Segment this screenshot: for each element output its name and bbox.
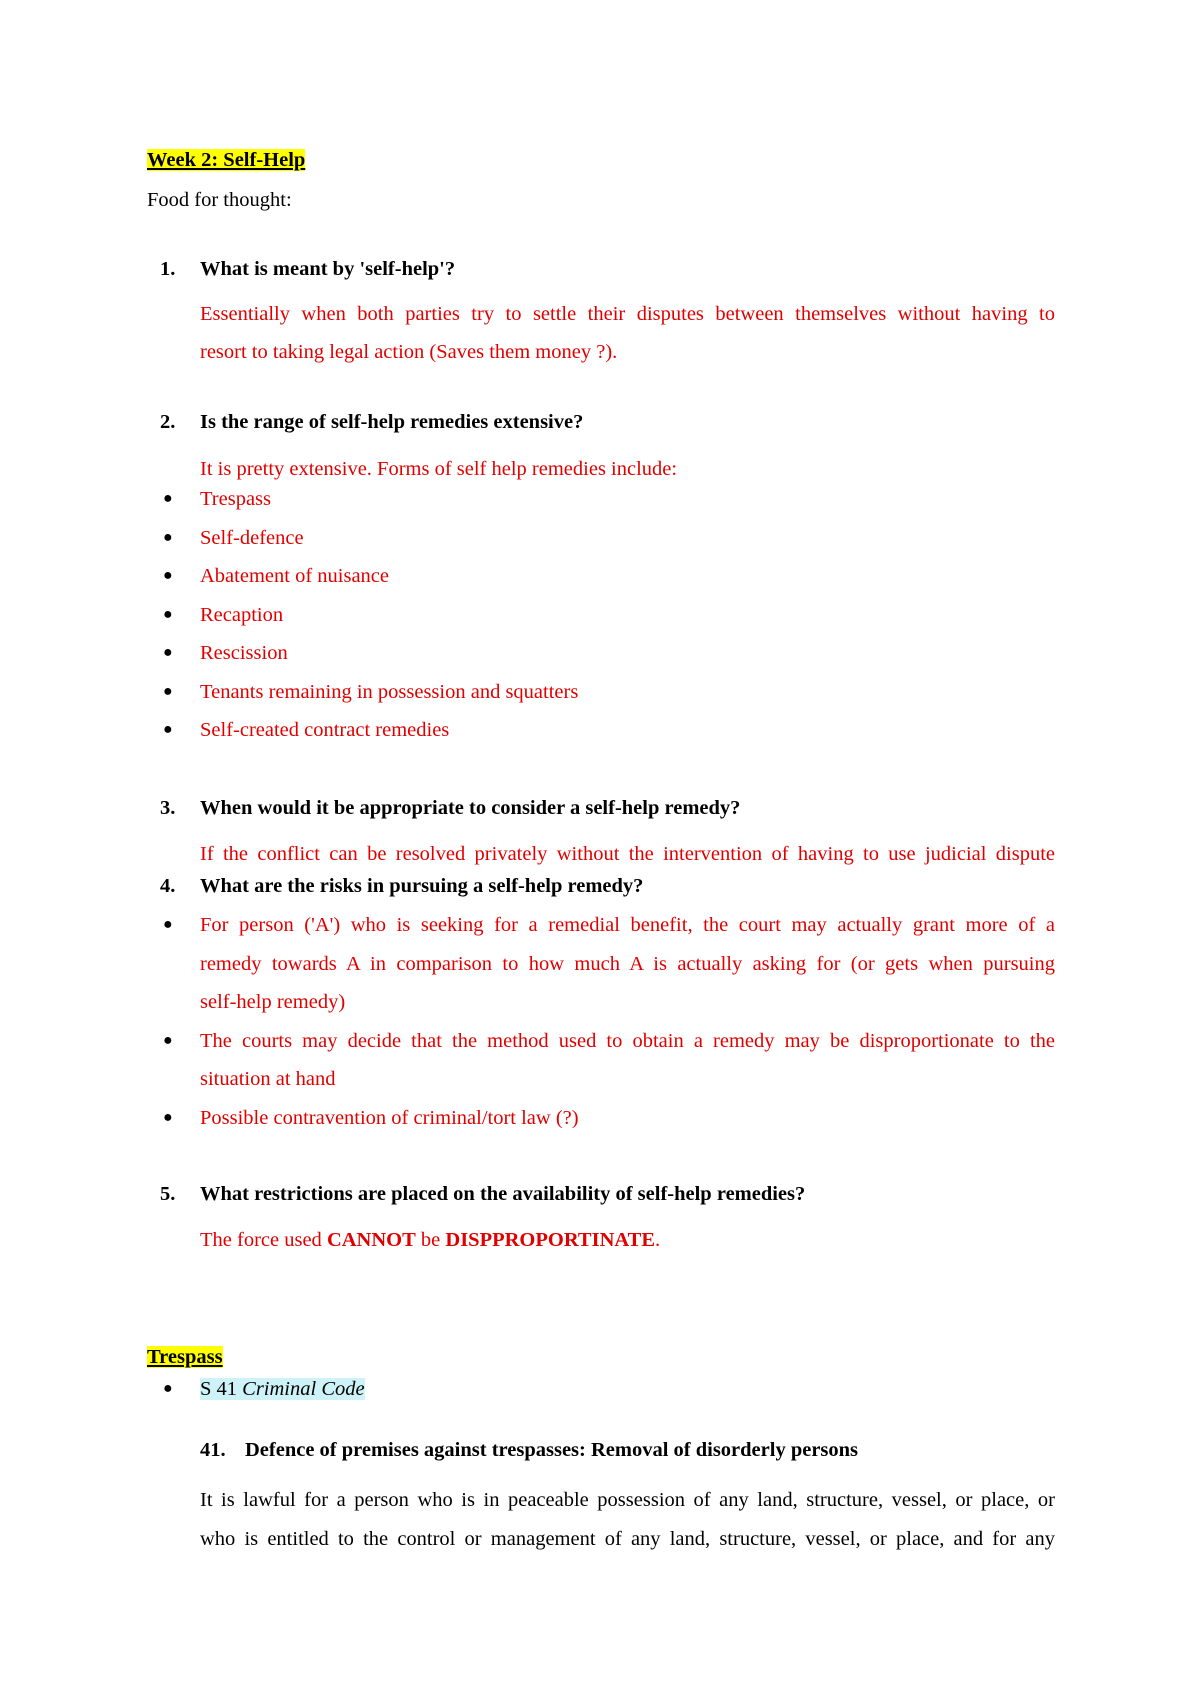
list-item: Trespass: [200, 488, 272, 510]
q4-question: What are the risks in pursuing a self-help remedy?: [200, 875, 644, 897]
section-body-line1: It is lawful for a person who is in peaceable possession of any land, structure, vessel, or place, or: [200, 1489, 1055, 1511]
bullet-marker: ●: [163, 1380, 173, 1397]
bullet-marker: ●: [163, 683, 173, 700]
q1-number: 1.: [160, 258, 176, 280]
bullet-marker: ●: [163, 1109, 173, 1126]
q1-question: What is meant by 'self-help'?: [200, 258, 456, 280]
intro-text: Food for thought:: [147, 189, 292, 211]
statute-act-name: Criminal Code: [242, 1378, 365, 1400]
q5-question: What restrictions are placed on the availability of self-help remedies?: [200, 1183, 806, 1205]
bullet-marker: ●: [163, 567, 173, 584]
title-highlight: Week 2: Self-Help: [147, 149, 306, 171]
trespass-heading: [147, 1345, 223, 1369]
q4-bullet1-line1: For person ('A') who is seeking for a remedial benefit, the court may actually grant more of a: [200, 914, 1055, 936]
section-number: 41.: [200, 1439, 226, 1461]
list-item: Rescission: [200, 642, 288, 664]
bullet-marker: ●: [163, 916, 173, 933]
bullet-marker: ●: [163, 721, 173, 738]
q5-number: 5.: [160, 1183, 176, 1205]
q2-question: Is the range of self-help remedies extensive?: [200, 411, 584, 433]
list-item: Tenants remaining in possession and squatters: [200, 681, 579, 703]
section-title: Defence of premises against trespasses: Removal of disorderly persons: [245, 1439, 859, 1461]
q2-number: 2.: [160, 411, 176, 433]
statute-reference: [200, 1378, 365, 1400]
q5-answer-pre: The force used: [200, 1229, 327, 1251]
bullet-marker: ●: [163, 606, 173, 623]
bullet-marker: ●: [163, 490, 173, 507]
page-title: [147, 148, 305, 172]
q3-question: When would it be appropriate to consider a self-help remedy?: [200, 797, 741, 819]
q3-number: 3.: [160, 797, 176, 819]
bullet-marker: ●: [163, 529, 173, 546]
q4-bullet1-line3: self-help remedy): [200, 991, 346, 1013]
q4-bullet2-line2: situation at hand: [200, 1068, 336, 1090]
q5-answer-emphasis-cannot: CANNOT: [326, 1229, 416, 1251]
q2-answer: It is pretty extensive. Forms of self help remedies include:: [200, 458, 678, 480]
q3-answer: If the conflict can be resolved privately without the intervention of having to use judicial dispute: [200, 843, 1055, 865]
q4-bullet2-line1: The courts may decide that the method used to obtain a remedy may be disproportionate to the: [200, 1030, 1055, 1052]
q4-number: 4.: [160, 875, 176, 897]
list-item: Self-defence: [200, 527, 304, 549]
list-item: Recaption: [200, 604, 284, 626]
q1-answer-line1: Essentially when both parties try to settle their disputes between themselves without having to: [200, 303, 1055, 325]
q5-answer-post: .: [655, 1229, 661, 1251]
q5-answer-emphasis-disproportionate: DISPPROPORTINATE: [445, 1229, 656, 1251]
q5-answer: [200, 1228, 660, 1252]
q1-answer-line2: resort to taking legal action (Saves them money ?).: [200, 341, 618, 363]
statute-section: S 41: [200, 1378, 243, 1400]
list-item: Self-created contract remedies: [200, 719, 450, 741]
q4-bullet3: Possible contravention of criminal/tort law (?): [200, 1107, 579, 1129]
q5-answer-mid: be: [415, 1229, 446, 1251]
trespass-heading-highlight: Trespass: [147, 1346, 223, 1368]
list-item: Abatement of nuisance: [200, 565, 389, 587]
bullet-marker: ●: [163, 644, 173, 661]
bullet-marker: ●: [163, 1032, 173, 1049]
section-body-line2: who is entitled to the control or management of any land, structure, vessel, or place, and for any: [200, 1528, 1055, 1550]
q4-bullet1-line2: remedy towards A in comparison to how much A is actually asking for (or gets when pursuing: [200, 953, 1055, 975]
trespass-bullet: [200, 1377, 365, 1401]
